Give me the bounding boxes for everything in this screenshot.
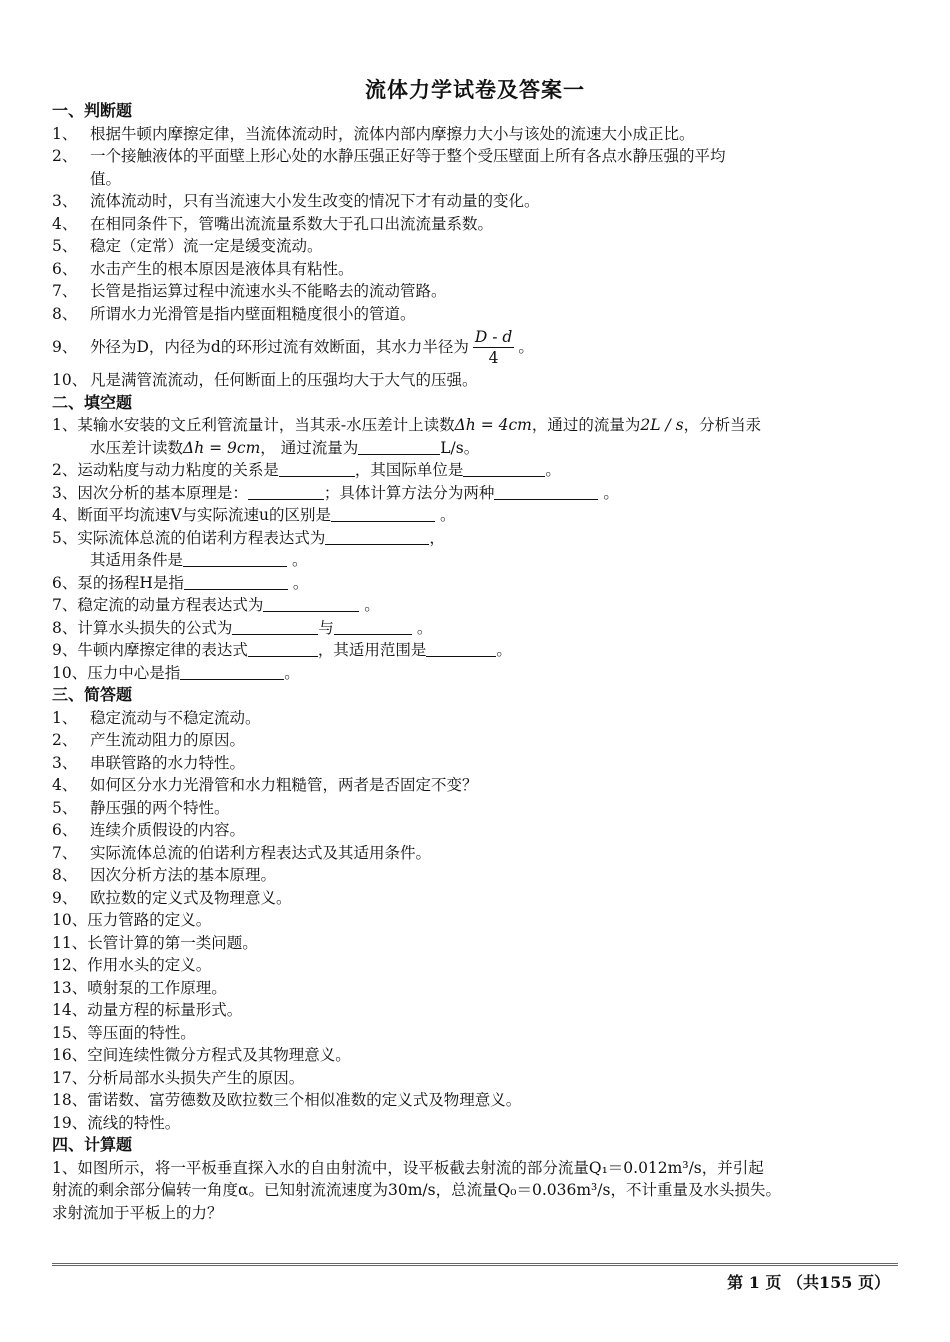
section-heading-short-answer: 三、简答题 <box>52 685 133 704</box>
list-item <box>52 280 902 303</box>
item-text: 外径为D，内径为d的环形过流有效断面，其水力半径为 <box>90 338 469 356</box>
list-item: 11、长管计算的第一类问题。 <box>52 933 258 952</box>
list-item: 19、流线的特性。 <box>52 1113 181 1132</box>
item-number: 2、 <box>52 731 78 749</box>
item-text: 值。 <box>90 169 122 188</box>
text: 。 <box>545 461 561 479</box>
answer-blank[interactable] <box>183 550 287 567</box>
text: ，分析当汞 <box>683 416 762 434</box>
fill-item-10 <box>52 662 902 685</box>
list-item <box>52 190 902 213</box>
text: ，其适用范围是 <box>317 641 427 659</box>
text: 。 <box>411 618 433 637</box>
item-number: 5、 <box>52 798 78 817</box>
item-text: 水击产生的根本原因是液体具有粘性。 <box>90 259 354 278</box>
item-number: 8、 <box>52 866 78 884</box>
item-text: 稳定流动与不稳定流动。 <box>90 708 261 727</box>
item-text: 如何区分水力光滑管和水力粗糙管，两者是否固定不变？ <box>90 776 478 794</box>
item-number: 7、 <box>52 282 78 300</box>
text: 。 <box>284 663 300 682</box>
section-heading-judgement: 一、判断题 <box>52 101 133 120</box>
footer-divider <box>52 1263 898 1266</box>
document-body <box>52 100 902 1224</box>
judgement-list <box>52 123 902 326</box>
page-total: 155 <box>819 1273 853 1292</box>
math: 2L / s <box>640 416 684 434</box>
item-number: 8、 <box>52 304 78 323</box>
text: 。 <box>287 551 308 569</box>
list-item <box>52 707 902 730</box>
text: 10、压力中心是指 <box>52 663 181 682</box>
footer-text: 第 <box>727 1273 744 1292</box>
calculation-problem <box>52 1157 902 1225</box>
page-footer <box>727 1270 890 1293</box>
text: ；具体计算方法分为两种 <box>323 483 495 502</box>
text: ，通过的流量为 <box>531 416 641 434</box>
item-text: 长管是指运算过程中流速水头不能略去的流动管路。 <box>90 282 447 300</box>
item-text: 串联管路的水力特性。 <box>90 753 246 772</box>
item-number: 10、 <box>52 371 88 389</box>
list-item: 18、雷诺数、富劳德数及欧拉数三个相似准数的定义式及物理意义。 <box>52 1091 522 1109</box>
item-text: 流体流动时，只有当流速大小发生改变的情况下才有动量的变化。 <box>90 192 540 210</box>
fraction-denominator: 4 <box>488 349 499 367</box>
fill-item-9 <box>52 639 902 662</box>
list-item <box>52 168 902 191</box>
fraction <box>473 327 514 367</box>
text: 4、断面平均流速V与实际流速u的区别是 <box>52 506 332 524</box>
item-text: 欧拉数的定义式及物理意义。 <box>90 888 292 907</box>
item-text: 一个接触液体的平面壁上形心处的水静压强正好等于整个受压壁面上所有各点水静压强的平均 <box>90 147 726 165</box>
list-item: 17、分析局部水头损失产生的原因。 <box>52 1068 305 1087</box>
item-number: 1、 <box>52 124 78 143</box>
fill-item-6 <box>52 572 902 595</box>
item-text: 所谓水力光滑管是指内壁面粗糙度很小的管道。 <box>90 304 416 323</box>
section-heading-calculation: 四、计算题 <box>52 1135 133 1154</box>
text: 3、因次分析的基本原理是： <box>52 483 248 502</box>
item-text: 稳定（定常）流一定是缓变流动。 <box>90 237 323 255</box>
fraction-numerator: D - d <box>473 330 514 349</box>
list-item: 10、压力管路的定义。 <box>52 911 212 929</box>
item-number: 5、 <box>52 237 78 255</box>
short-answer-list <box>52 707 902 910</box>
list-item: 14、动量方程的标量形式。 <box>52 1001 243 1019</box>
text: 。 <box>435 506 456 524</box>
fill-item-8 <box>52 617 902 640</box>
answer-blank[interactable] <box>232 618 318 635</box>
item-text: 连续介质假设的内容。 <box>90 821 246 839</box>
fill-item-5 <box>52 527 902 550</box>
text: 2、运动粘度与动力粘度的关系是 <box>52 461 279 479</box>
fill-item-1 <box>52 414 902 437</box>
text: 。 <box>287 573 309 592</box>
answer-blank[interactable] <box>331 505 435 522</box>
item-text: 实际流体总流的伯诺利方程表达式及其适用条件。 <box>90 843 432 862</box>
fill-item-4 <box>52 504 902 527</box>
item-number: 7、 <box>52 843 78 862</box>
item-number: 3、 <box>52 753 78 772</box>
math: Δh = 9cm <box>183 438 261 457</box>
text: 5、实际流体总流的伯诺利方程表达式为 <box>52 528 326 547</box>
list-item <box>52 864 902 887</box>
short-answer-list-cont <box>52 909 902 1134</box>
list-item <box>52 145 902 168</box>
list-item <box>52 842 902 865</box>
footer-text: 页） <box>857 1273 890 1292</box>
list-item <box>52 235 902 258</box>
text: 9、牛顿内摩擦定律的表达式 <box>52 641 248 659</box>
list-item <box>52 123 902 146</box>
answer-blank[interactable] <box>358 438 440 455</box>
item-number: 4、 <box>52 214 78 233</box>
answer-blank[interactable] <box>248 483 324 500</box>
text: ，其国际单位是 <box>354 461 464 479</box>
item-text: 因次分析方法的基本原理。 <box>90 866 277 884</box>
list-item: 12、作用水头的定义。 <box>52 956 212 974</box>
text: 8、计算水头损失的公式为 <box>52 618 233 637</box>
section-heading-fill-in: 二、填空题 <box>52 392 133 412</box>
list-item <box>52 325 902 369</box>
item-number: 6、 <box>52 821 78 839</box>
fill-item-1-cont <box>52 437 902 460</box>
text: 。 <box>496 641 512 659</box>
item-text: 凡是满管流流动，任何断面上的压强均大于大气的压强。 <box>90 371 478 389</box>
problem-text-line: 1、如图所示，将一平板垂直探入水的自由射流中，设平板截去射流的部分流量Q₁＝0.012m³/s，并引起 <box>52 1158 764 1177</box>
list-item <box>52 752 902 775</box>
text: ， 通过流量为 <box>260 438 359 457</box>
item-number: 9、 <box>52 338 78 356</box>
text: 6、泵的扬程H是指 <box>52 573 184 592</box>
item-text: 在相同条件下，管嘴出流流量系数大于孔口出流流量系数。 <box>90 214 494 233</box>
answer-blank[interactable] <box>325 528 429 545</box>
item-number: 2、 <box>52 147 78 165</box>
list-item <box>52 774 902 797</box>
list-item <box>52 303 902 326</box>
answer-blank[interactable] <box>184 573 288 590</box>
answer-blank[interactable] <box>279 460 355 477</box>
page-title: 流体力学试卷及答案一 <box>365 78 585 102</box>
list-item: 15、等压面的特性。 <box>52 1023 196 1042</box>
fill-item-5-cont <box>52 549 902 572</box>
answer-blank[interactable] <box>248 640 318 657</box>
text: 。 <box>598 483 619 502</box>
answer-blank[interactable] <box>334 618 412 635</box>
text: 1、某输水安装的文丘利管流量计，当其汞-水压差计上读数 <box>52 416 455 434</box>
text: 。 <box>359 596 380 614</box>
item-number: 4、 <box>52 776 78 794</box>
item-number: 3、 <box>52 192 78 210</box>
text: 7、稳定流的动量方程表达式为 <box>52 596 264 614</box>
list-item <box>52 729 902 752</box>
problem-text-line: 射流的剩余部分偏转一角度α。已知射流流速度为30m/s，总流量Q₀＝0.036m³/s，不计重量及水头损失。 <box>52 1181 781 1199</box>
fill-item-2 <box>52 459 902 482</box>
list-item <box>52 369 902 392</box>
item-number: 6、 <box>52 259 78 278</box>
fill-item-7 <box>52 594 902 617</box>
list-item <box>52 819 902 842</box>
answer-blank[interactable] <box>463 460 545 477</box>
footer-text: 页 （共 <box>765 1273 819 1292</box>
answer-blank[interactable] <box>494 483 598 500</box>
text: L/s。 <box>440 438 480 457</box>
list-item <box>52 797 902 820</box>
text: 其适用条件是 <box>90 551 184 569</box>
text: 与 <box>318 618 334 637</box>
answer-blank[interactable] <box>426 640 496 657</box>
answer-blank[interactable] <box>263 595 359 612</box>
fill-item-3 <box>52 482 902 505</box>
math: Δh = 4cm <box>454 416 532 434</box>
list-item <box>52 213 902 236</box>
list-item: 16、空间连续性微分方程式及其物理意义。 <box>52 1046 351 1064</box>
item-text: 静压强的两个特性。 <box>90 798 230 817</box>
item-number: 1、 <box>52 708 78 727</box>
list-item: 13、喷射泵的工作原理。 <box>52 978 227 997</box>
page-number: 1 <box>748 1273 760 1292</box>
item-end: 。 <box>518 338 534 356</box>
item-text: 根据牛顿内摩擦定律，当流体流动时，流体内部内摩擦力大小与该处的流速大小成正比。 <box>90 124 695 143</box>
list-item <box>52 887 902 910</box>
item-number: 9、 <box>52 888 78 907</box>
answer-blank[interactable] <box>180 663 284 680</box>
problem-text-line: 求射流加于平板上的力？ <box>52 1203 223 1222</box>
list-item <box>52 258 902 281</box>
text: 水压差计读数 <box>90 438 184 457</box>
item-text: 产生流动阻力的原因。 <box>90 731 246 749</box>
text: ， <box>429 528 445 547</box>
